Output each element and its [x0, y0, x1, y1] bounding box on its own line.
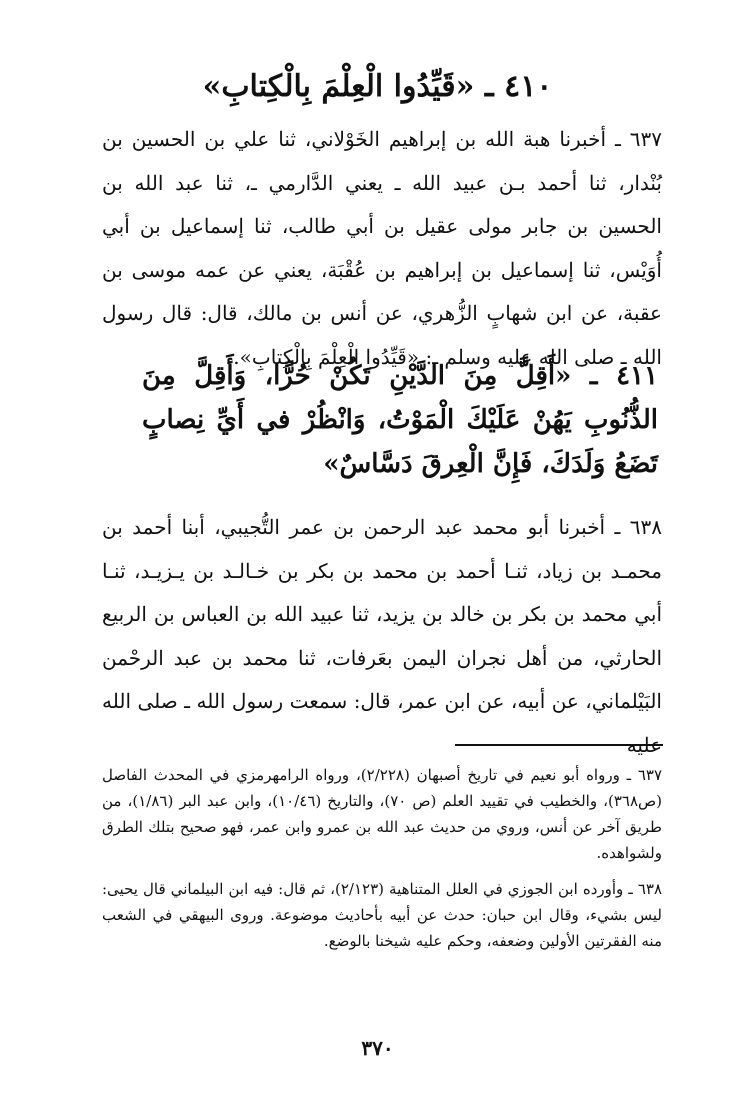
- footnote-637: ٦٣٧ ـ ورواه أبو نعيم في تاريخ أصبهان (٢/٢٢٨)، ورواه الرامهرمزي في المحدث الفاصل (ص٣٦٨)، والخطيب في تقييد العلم (ص ٧٠)، والتاريخ (١٠/٤٦)، وابن عبد البر (١/٨٦)، من طريق آخر عن أنس، وروي من حديث عبد الله بن عمرو وابن عمر، فهو صحيح بتلك الطرق ولشواهده.: [102, 766, 662, 862]
- hadith-637: ٦٣٧ ـ أخبرنا هبة الله بن إبراهيم الخَوْلاني، ثنا علي بن الحسين بن بُنْدار، ثنا أحمد بـن عبيد الله ـ يعني الدَّارمي ـ، ثنا عبد الله بن الحسين بن جابر مولى عقيل بن أبي طالب، ثنا إسماعيل بن أبي أُوَيْس، ثنا إسماعيل بن إبراهيم بن عُقْبَة، يعني عن عمه موسى بن عقبة، عن ابن شهابٍ الزُّهري، عن أنس بن مالك، قال: قال رسول الله ـ صلى الله عليه وسلم ـ: «قَيِّدُوا الْعِلْمَ بِالْكِتابِ».: [102, 127, 662, 369]
- poem-411: ٤١١ ـ «أَقِلَّ مِنَ الدَّيْنِ تَكُنْ حُرًّا، وَأَقِلَّ مِنَ الذُّنُوبِ يَهُنْ عَلَيْكَ الْمَوْتُ، وَانْظُرْ في أَيِّ نِصابٍ تَضَعُ وَلَدَكَ، فَإِنَّ الْعِرقَ دَسَّاسٌ»: [142, 361, 658, 479]
- page-number: ٣٧٠: [361, 1036, 394, 1060]
- footnote-638: ٦٣٨ ـ وأورده ابن الجوزي في العلل المتناهية (٢/١٢٣)، ثم قال: فيه ابن البيلماني قال يحيى: ليس بشيء، وقال ابن حبان: حدث عن أبيه بأحاديث موضوعة. وروى البيهقي في الشعب منه الفقرتين الأولين وضعفه، وحكم عليه شيخنا بالوضع.: [102, 880, 662, 950]
- footnotes: [102, 762, 662, 964]
- footnote-divider: [455, 744, 663, 746]
- hadith-638: ٦٣٨ ـ أخبرنا أبو محمد عبد الرحمن بن عمر التُّجيبي، أبنا أحمد بن محمـد بن زياد، ثنـا أحمد بن محمد بن بكر بن خـالـد بن يـزيـد، ثنـا أبي محمد بن بكر بن خالد بن يزيد، ثنا عبيد الله بن العباس بن الربيع الحارثي، من أهل نجران اليمن بعَرفات، ثنا محمد بن عبد الرحْمن البَيْلماني، عن أبيه، عن ابن عمر، قال: سمعت رسول الله ـ صلى الله عليه: [102, 515, 662, 757]
- section-heading: ٤١٠ ـ «قَيِّدُوا الْعِلْمَ بِالْكِتابِ»: [202, 69, 553, 104]
- main-text: [102, 118, 662, 767]
